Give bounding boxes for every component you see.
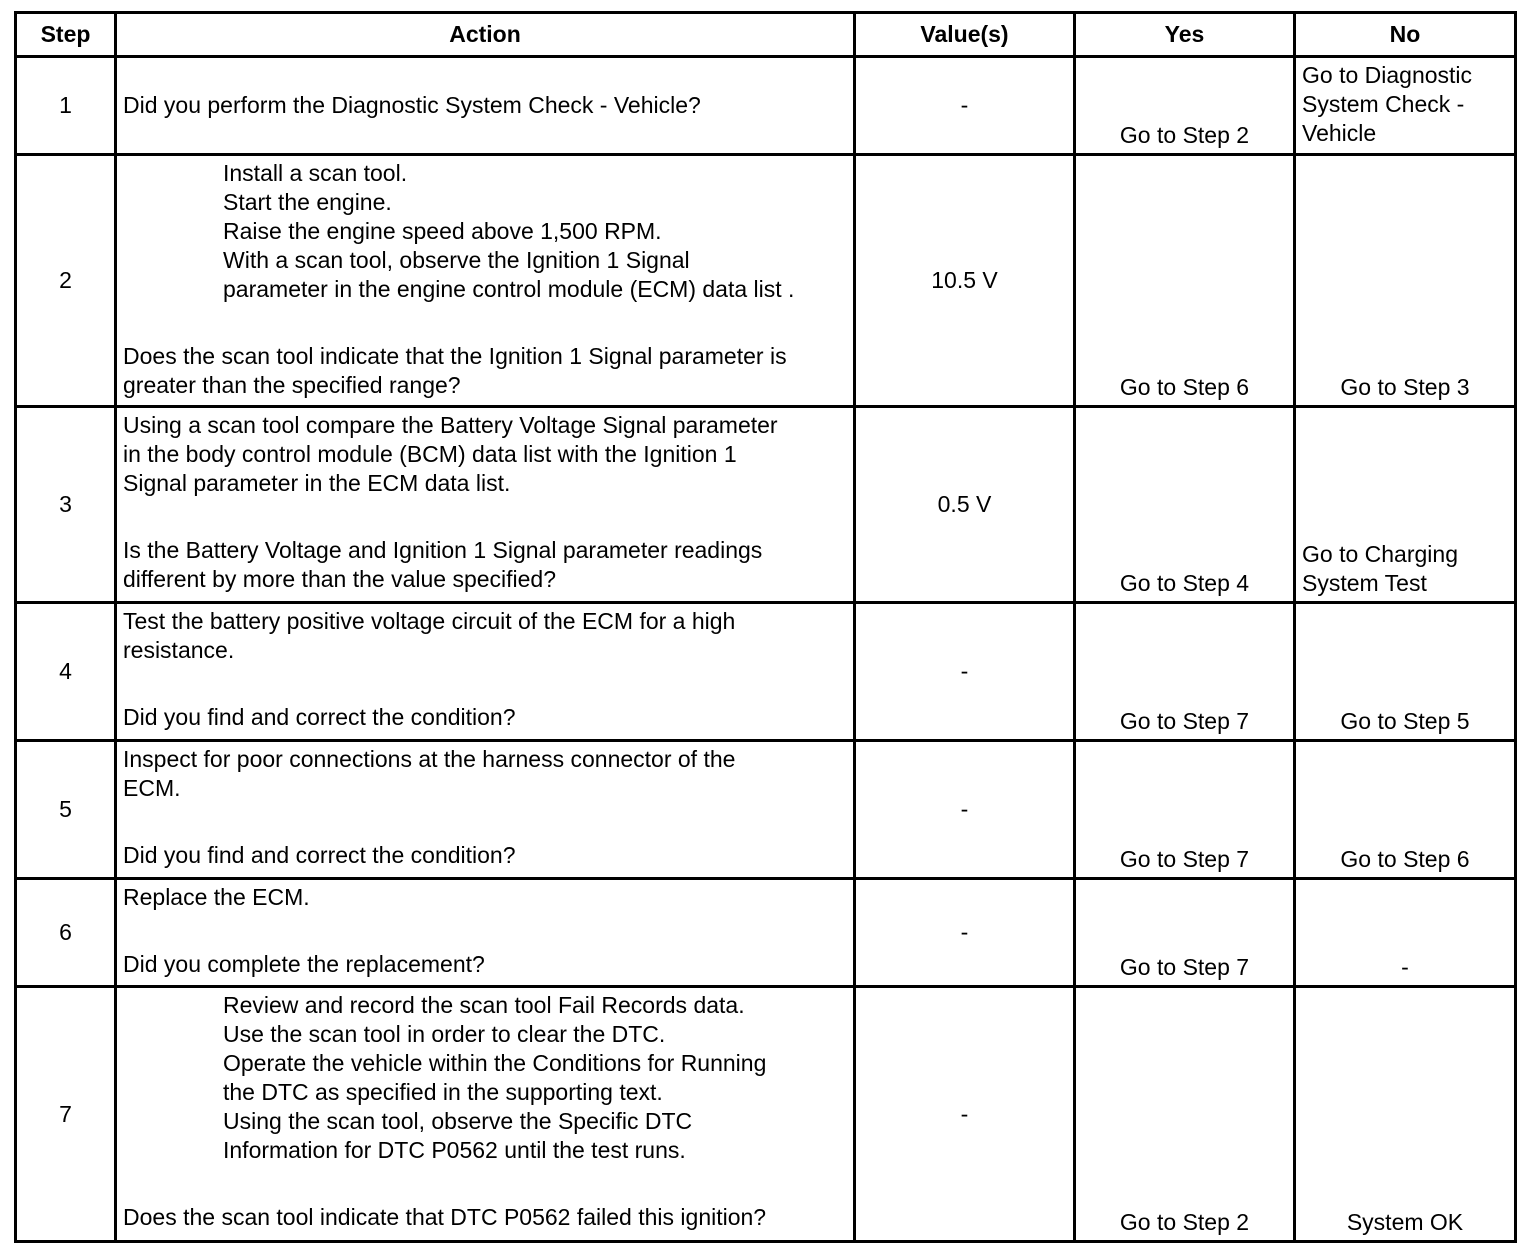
substep: Operate the vehicle within the Conditions for Running: [223, 1050, 767, 1076]
value-cell: -: [855, 57, 1075, 155]
table-row: [16, 155, 1516, 407]
action-text: Using a scan tool compare the Battery Voltage Signal parameter: [123, 412, 778, 438]
value-cell: -: [855, 741, 1075, 879]
action-cell: [116, 407, 855, 603]
yes-cell: Go to Step 2: [1075, 57, 1295, 155]
yes-cell: Go to Step 4: [1075, 407, 1295, 603]
substep: Start the engine.: [223, 189, 392, 215]
no-cell: -: [1295, 879, 1516, 987]
step-number: 4: [16, 603, 116, 741]
step-number: 3: [16, 407, 116, 603]
action-question: Does the scan tool indicate that the Ignition 1 Signal parameter is: [123, 343, 787, 369]
yes-cell: Go to Step 7: [1075, 603, 1295, 741]
no-cell: Go to Step 3: [1295, 155, 1516, 407]
action-cell: [116, 57, 855, 155]
step-number: 7: [16, 987, 116, 1242]
action-cell: [116, 987, 855, 1242]
action-question: different by more than the value specified?: [123, 566, 557, 592]
header-step: Step: [16, 13, 116, 57]
step-number: 6: [16, 879, 116, 987]
header-yes: Yes: [1075, 13, 1295, 57]
no-cell: System OK: [1295, 987, 1516, 1242]
header-row: [16, 13, 1516, 57]
substep-list: [123, 991, 845, 1165]
diagnostic-table: [14, 11, 1517, 1243]
action-text: resistance.: [123, 637, 235, 663]
substep: Raise the engine speed above 1,500 RPM.: [223, 218, 662, 244]
action-cell: [116, 603, 855, 741]
action-question: Did you find and correct the condition?: [123, 842, 516, 868]
action-cell: [116, 741, 855, 879]
substep: Using the scan tool, observe the Specific DTC: [223, 1108, 693, 1134]
action-question: Did you complete the replacement?: [123, 951, 485, 977]
header-no: No: [1295, 13, 1516, 57]
table-row: [16, 57, 1516, 155]
action-text: Replace the ECM.: [123, 884, 310, 910]
no-line: System Check -: [1302, 91, 1465, 117]
action-text: Test the battery positive voltage circuit of the ECM for a high: [123, 608, 736, 634]
table-row: [16, 879, 1516, 987]
substep: parameter in the engine control module (ECM) data list .: [223, 276, 795, 302]
action-cell: [116, 155, 855, 407]
action-text: in the body control module (BCM) data list with the Ignition 1: [123, 441, 737, 467]
table-row: [16, 741, 1516, 879]
substep: the DTC as specified in the supporting text.: [223, 1079, 663, 1105]
step-number: 5: [16, 741, 116, 879]
yes-cell: Go to Step 7: [1075, 879, 1295, 987]
step-number: 1: [16, 57, 116, 155]
value-cell: -: [855, 879, 1075, 987]
no-cell: Go to Step 5: [1295, 603, 1516, 741]
value-cell: -: [855, 603, 1075, 741]
header-values: Value(s): [855, 13, 1075, 57]
action-cell: [116, 879, 855, 987]
substep: Install a scan tool.: [223, 160, 408, 186]
table-row: [16, 603, 1516, 741]
step-number: 2: [16, 155, 116, 407]
action-question: Does the scan tool indicate that DTC P0562 failed this ignition?: [123, 1204, 767, 1230]
header-action: Action: [116, 13, 855, 57]
action-text: Inspect for poor connections at the harness connector of the: [123, 746, 736, 772]
substep: With a scan tool, observe the Ignition 1 Signal: [223, 247, 690, 273]
action-question: Did you find and correct the condition?: [123, 704, 516, 730]
value-cell: 10.5 V: [855, 155, 1075, 407]
no-line: System Test: [1302, 570, 1427, 596]
no-cell: [1295, 407, 1516, 603]
no-line: Go to Diagnostic: [1302, 62, 1473, 88]
action-question: Is the Battery Voltage and Ignition 1 Signal parameter readings: [123, 537, 763, 563]
no-cell: Go to Step 6: [1295, 741, 1516, 879]
action-question: greater than the specified range?: [123, 372, 461, 398]
table-row: [16, 407, 1516, 603]
value-cell: -: [855, 987, 1075, 1242]
table-row: [16, 987, 1516, 1242]
yes-cell: Go to Step 6: [1075, 155, 1295, 407]
no-line: Vehicle: [1302, 120, 1377, 146]
yes-cell: Go to Step 7: [1075, 741, 1295, 879]
substep: Review and record the scan tool Fail Records data.: [223, 992, 745, 1018]
action-text: Signal parameter in the ECM data list.: [123, 470, 511, 496]
no-line: Go to Charging: [1302, 541, 1458, 567]
action-text: ECM.: [123, 775, 181, 801]
substep-list: [123, 159, 845, 304]
substep: Information for DTC P0562 until the test runs.: [223, 1137, 686, 1163]
action-question: Did you perform the Diagnostic System Check - Vehicle?: [123, 92, 701, 118]
substep: Use the scan tool in order to clear the DTC.: [223, 1021, 666, 1047]
value-cell: 0.5 V: [855, 407, 1075, 603]
no-cell: [1295, 57, 1516, 155]
yes-cell: Go to Step 2: [1075, 987, 1295, 1242]
